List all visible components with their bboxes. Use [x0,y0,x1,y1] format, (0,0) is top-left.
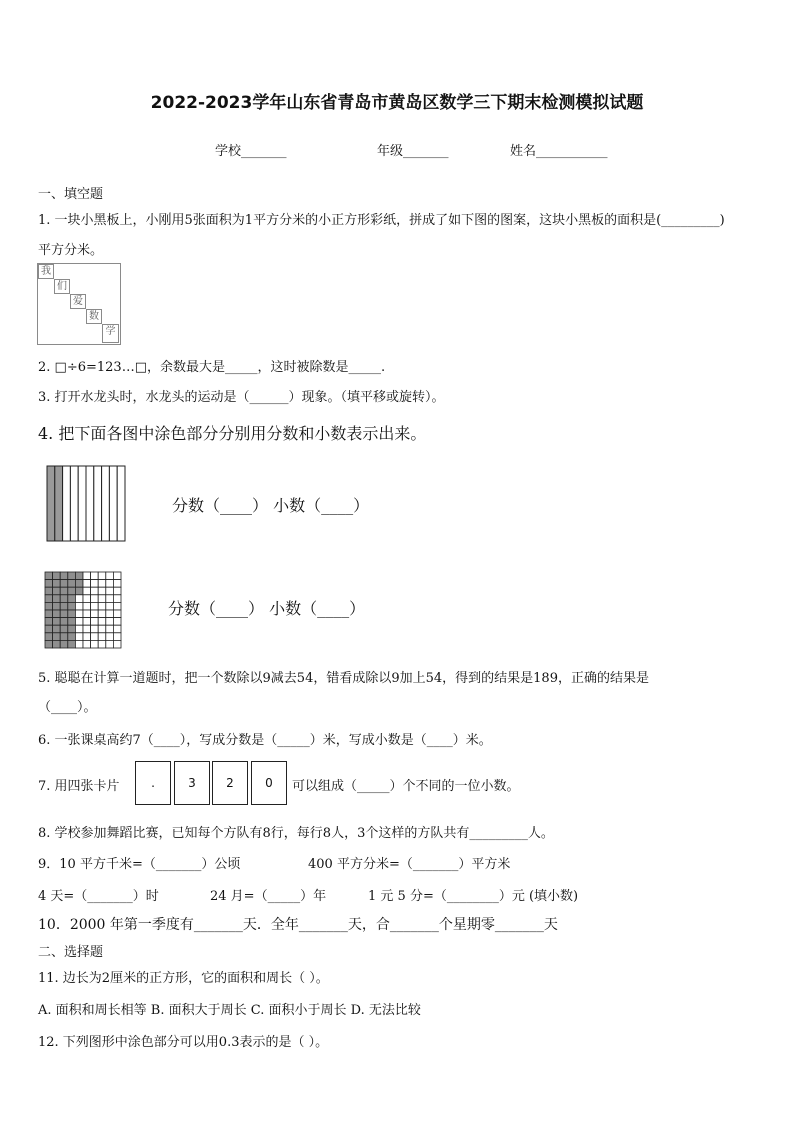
grid-cell [60,640,68,648]
strip-cell [47,466,55,541]
page-title: 2022-2023学年山东省青岛市黄岛区数学三下期末检测模拟试题 [150,93,644,113]
grid-cell [91,610,99,618]
grid-cell [75,587,83,595]
grid-cell [113,602,121,610]
grid-cell [106,618,114,626]
grid-cell [75,580,83,588]
grid-cell [98,633,106,641]
grid-cell [68,580,76,588]
grid-cell [68,595,76,603]
grid-cell [45,625,53,633]
grid-cell [106,610,114,618]
grid-cell [60,580,68,588]
grid-cell [60,625,68,633]
grid-cell [53,640,61,648]
grid-cell [98,618,106,626]
grid-cell [106,633,114,641]
grid-cell [45,610,53,618]
q11-text: 11. 边长为2厘米的正方形，它的面积和周长（ ）。 [38,971,329,986]
q4-strip-figure [46,465,126,542]
grid-cell [98,595,106,603]
grade-field: 年级_______ [377,144,449,159]
grid-cell [45,572,53,580]
strip-cell [78,466,86,541]
grid-cell [53,580,61,588]
grid-cell [106,572,114,580]
grid-cell [75,640,83,648]
grid-cell [91,618,99,626]
grid-cell [113,610,121,618]
grid-cell [75,633,83,641]
grid-cell [83,618,91,626]
grid-cell [98,572,106,580]
grid-cell [91,595,99,603]
grid-cell [113,633,121,641]
grid-cell [45,618,53,626]
grid-cell [45,640,53,648]
grid-cell [75,602,83,610]
grid-cell [45,580,53,588]
grid-cell [98,587,106,595]
q7-card-2: 2 [212,761,248,805]
grid-cell [113,640,121,648]
section-fill-heading: 一、填空题 [38,187,104,202]
grid-cell [113,572,121,580]
grid-cell [75,618,83,626]
q1-cell-3: 爱 [70,294,86,309]
grid-cell [106,640,114,648]
grid-cell [53,572,61,580]
grid-cell [53,625,61,633]
q6-text: 6. 一张课桌高约7（____），写成分数是（_____）米，写成小数是（____）米。 [38,733,492,748]
q7-card-0: 0 [251,761,287,805]
q3-text: 3. 打开水龙头时，水龙头的运动是（______）现象。（填平移或旋转）。 [38,390,445,405]
grid-cell [53,618,61,626]
grid-cell [106,595,114,603]
grid-cell [45,587,53,595]
grid-cell [113,587,121,595]
q9-c: 4 天=（_______）时 [38,889,159,904]
grid-cell [98,602,106,610]
q4-answer-a: 分数（____） 小数（____） [172,496,370,515]
grid-cell [83,595,91,603]
grid-cell [83,580,91,588]
school-field: 学校_______ [215,144,287,159]
q12-text: 12. 下列图形中涂色部分可以用0.3表示的是（ ）。 [38,1035,329,1050]
q7-suffix: 可以组成（_____）个不同的一位小数。 [292,779,520,794]
strip-cell [102,466,110,541]
grid-cell [45,633,53,641]
grid-cell [53,587,61,595]
q9-a: 9．10 平方千米=（_______）公顷 [38,857,241,872]
grid-cell [91,580,99,588]
section-choice-heading: 二、选择题 [38,945,104,960]
grid-cell [68,618,76,626]
q9-b: 400 平方分米=（_______）平方米 [308,857,511,872]
q1-cell-5: 学 [102,324,119,343]
grid-cell [53,610,61,618]
grid-cell [106,587,114,595]
grid-cell [83,610,91,618]
grid-cell [68,633,76,641]
strip-cell [63,466,71,541]
grid-cell [91,587,99,595]
grid-cell [83,633,91,641]
strip-cell [94,466,102,541]
q8-text: 8. 学校参加舞蹈比赛，已知每个方队有8行，每行8人，3个这样的方队共有_________人。 [38,826,554,841]
grid-cell [68,610,76,618]
grid-cell [91,640,99,648]
grid-cell [75,610,83,618]
grid-cell [106,625,114,633]
grid-cell [113,595,121,603]
grid-cell [91,625,99,633]
grid-cell [45,602,53,610]
grid-cell [75,625,83,633]
grid-cell [113,580,121,588]
strip-cell [109,466,117,541]
grid-cell [83,602,91,610]
grid-cell [91,602,99,610]
grid-cell [113,618,121,626]
q4-text: 4. 把下面各图中涂色部分分别用分数和小数表示出来。 [38,424,427,443]
q7-card-dot: . [135,761,171,805]
grid-cell [60,610,68,618]
grid-cell [68,625,76,633]
q1-cell-1: 我 [38,264,54,279]
grid-cell [60,572,68,580]
grid-cell [45,595,53,603]
q9-d: 24 月=（_____）年 [210,889,327,904]
q1-text: 1. 一块小黑板上，小刚用5张面积为1平方分米的小正方形彩纸，拼成了如下图的图案，这块小黑板的面积是(_________) [38,213,725,228]
grid-cell [83,572,91,580]
grid-cell [91,572,99,580]
q5-text-line2: （____）。 [38,700,97,715]
grid-cell [60,595,68,603]
strip-cell [70,466,78,541]
grid-cell [98,610,106,618]
grid-cell [60,602,68,610]
grid-cell [68,587,76,595]
q1-blackboard-figure [37,263,121,345]
q7-prefix: 7. 用四张卡片 [38,779,120,794]
q4-grid-figure [44,571,122,649]
name-field: 姓名___________ [510,144,608,159]
q4-answer-b: 分数（____） 小数（____） [168,599,366,618]
grid-cell [75,572,83,580]
grid-cell [98,640,106,648]
grid-cell [106,602,114,610]
q1-cell-2: 们 [54,279,70,294]
grid-cell [60,618,68,626]
grid-cell [83,587,91,595]
grid-cell [83,625,91,633]
grid-cell [91,633,99,641]
grid-cell [98,580,106,588]
strip-cell [55,466,63,541]
grid-cell [60,633,68,641]
grid-cell [83,640,91,648]
q11-options: A. 面积和周长相等 B. 面积大于周长 C. 面积小于周长 D. 无法比较 [38,1003,421,1018]
q10-text: 10．2000 年第一季度有_______天．全年_______天，合_______个星期零_______天 [38,917,558,933]
grid-cell [75,595,83,603]
grid-cell [68,602,76,610]
q1-text-line2: 平方分米。 [38,243,104,258]
q7-card-3: 3 [174,761,210,805]
grid-cell [113,625,121,633]
grid-cell [60,587,68,595]
grid-cell [68,572,76,580]
q2-text: 2. □÷6=123…□，余数最大是_____，这时被除数是_____. [38,360,386,375]
q9-e: 1 元 5 分=（________）元 (填小数) [368,889,579,904]
grid-cell [106,580,114,588]
grid-cell [53,595,61,603]
strip-cell [117,466,125,541]
strip-cell [86,466,94,541]
grid-cell [98,625,106,633]
grid-cell [53,633,61,641]
grid-cell [53,602,61,610]
q5-text: 5. 聪聪在计算一道题时，把一个数除以9减去54，错看成除以9加上54，得到的结果是189，正确的结果是 [38,671,649,686]
grid-cell [68,640,76,648]
q1-cell-4: 数 [86,309,102,324]
